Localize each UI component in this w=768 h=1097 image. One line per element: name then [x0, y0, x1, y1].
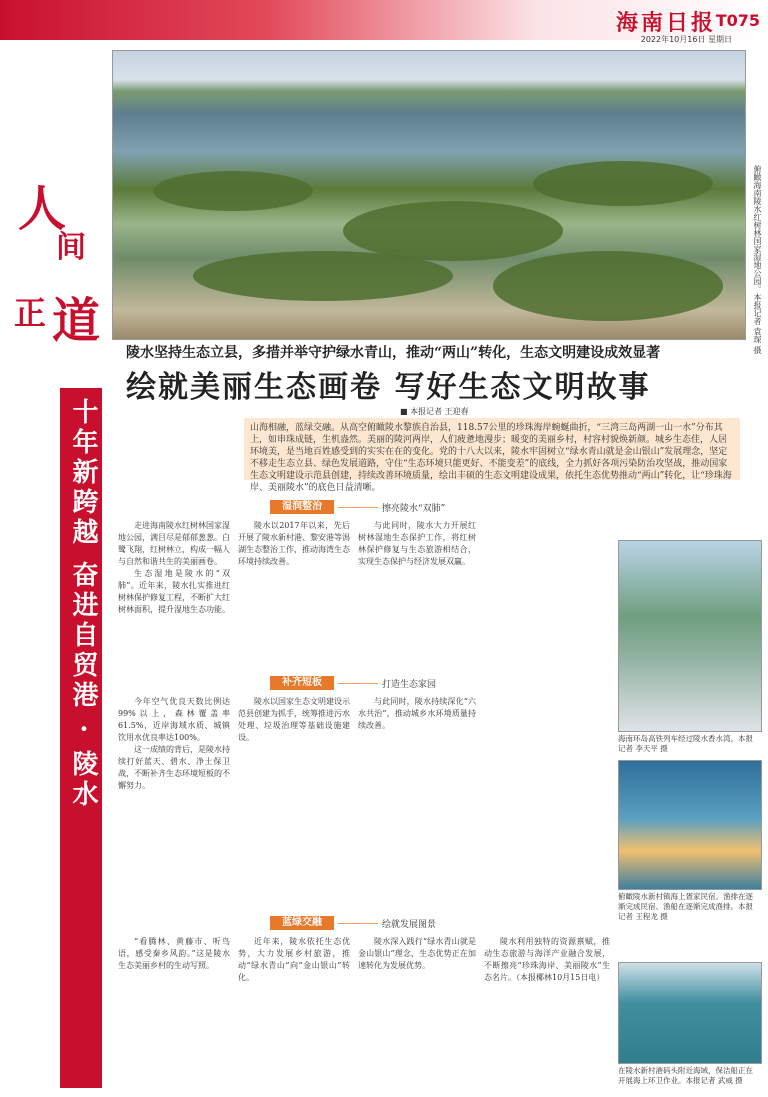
paragraph: 生态湿地是陵水的“双肺”。近年来，陵水扎实推进红树林保护修复工程，不断扩大红树林面积，提升湿地生态功能。: [118, 569, 230, 614]
photo-caption: 俯瞰陵水新村镇海上疍家民宿。渔排在逐渐完成民宿、渔船在逐渐完成渔排。本报记者 王程龙 摄: [618, 892, 753, 921]
paragraph: 陵水利用独特的资源禀赋，推动生态旅游与海洋产业融合发展，不断擦亮“珍珠海岸、美丽陵水”生态名片。（本报椰林10月15日电）: [484, 937, 610, 982]
section-body-column: [118, 520, 230, 670]
section-label: 湿润整治: [270, 500, 334, 514]
section-body-column: [358, 696, 476, 906]
paragraph: 与此同时，陵水持续深化“六水共治”，推动城乡水环境质量持续改善。: [358, 697, 476, 730]
article-byline: ■ 本报记者 王迎春: [400, 407, 469, 416]
section-subtitle: 擦亮陵水“双肺”: [382, 504, 446, 514]
section-body-column: [118, 936, 230, 1086]
article-headline: 绘就美丽生态画卷 写好生态文明故事: [126, 370, 651, 405]
section-subtitle: 打造生态家园: [382, 680, 437, 690]
photo-caption: 海南环岛高铁列车经过陵水香水湾。本报记者 李天平 摄: [618, 734, 753, 753]
section-body-column: [238, 520, 350, 670]
column-title-char: 人: [18, 181, 67, 237]
photo-caption: 在陵水新村港码头附近海域，保洁船正在开展海上环卫作业。本报记者 武威 摄: [618, 1066, 753, 1085]
section-body-column: [238, 936, 350, 1086]
section-label: 蓝绿交融: [270, 916, 334, 930]
paragraph: 今年空气优良天数比例达99%以上，森林覆盖率61.5%，近岸海域水质、城镇饮用水优良率达100%。: [118, 697, 230, 742]
section-label: 补齐短板: [270, 676, 334, 690]
paragraph: 这一成绩的背后，是陵水持续打好蓝天、碧水、净土保卫战，不断补齐生态环境短板的不懈努力。: [118, 745, 230, 790]
series-title: 十年新跨越 奋进自贸港 · 陵水: [68, 398, 98, 811]
section-body-column: [484, 936, 610, 1086]
column-title-char: 道: [52, 293, 101, 349]
section-rule: [338, 683, 378, 684]
paragraph: 走进海南陵水红树林国家湿地公园，满目尽是郁郁葱葱。白鹭飞翔，红树林立，构成一幅人与自然和谐共生的美丽画卷。: [118, 521, 230, 566]
section-body-column: [238, 696, 350, 906]
paragraph: 近年来，陵水依托生态优势，大力发展乡村旅游，推动“绿水青山”向“金山银山”转化。: [238, 937, 350, 982]
section-rule: [338, 507, 378, 508]
cleaning-boat-photo: [618, 962, 762, 1064]
high-speed-rail-photo: [618, 540, 762, 732]
section-body-column: [358, 520, 476, 670]
column-title-char: 正: [14, 294, 47, 332]
paper-name: 海南日报: [615, 10, 716, 36]
paragraph: 陵水以国家生态文明建设示范县创建为抓手，统筹推进污水处理、垃圾治理等基础设施建设。: [238, 697, 350, 742]
photo-caption: 俯瞰海南陵水红树林国家湿地公园。本报记者 袁琛 摄: [753, 165, 762, 355]
section-rule: [338, 923, 378, 924]
column-title-char: 间: [56, 230, 86, 265]
paragraph: 与此同时，陵水大力开展红树林湿地生态保护工作，将红树林保护修复与生态旅游相结合，实现生态保护与经济发展双赢。: [358, 521, 476, 566]
issue-date: 2022年10月16日 星期日: [640, 35, 732, 44]
article-subhead: 陵水坚持生态立县，多措并举守护绿水青山，推动“两山”转化，生态文明建设成效显著: [126, 345, 661, 361]
section-body-column: [358, 936, 476, 1086]
page-number: T075: [715, 11, 760, 30]
paragraph: 陵水以2017年以来，先后开展了陵水新村港、黎安港等潟湖生态整治工作，推动海湾生态环境持续改善。: [238, 521, 350, 566]
section-body-column: [118, 696, 230, 906]
paragraph: 陵水深入践行“绿水青山就是金山银山”理念，生态优势正在加速转化为发展优势。: [358, 937, 476, 970]
article-lead: 山海相融，蓝绿交融。从高空俯瞰陵水黎族自治县，118.57公里的珍珠海岸蜿蜒曲折，“三湾三岛两湖一山一水”分布其上，如串珠成链，生机盎然。美丽的陵河两岸，人们疲惫地漫步；暖变的美丽乡村，村容村貌焕新颜。城乡生态佳，人居环境美，是当地百姓感受到的实实在在的变化。党的十八大以来，陵水牢固树立“绿水青山就是金山银山”发展理念，坚定不移走生态立县、绿色发展道路，守住“生态环境只能更好、不能变差”的底线，全力抓好各项污染防治攻坚战，推动国家生态文明建设示范县创建，持续改善环境质量，绘出丰硕的生态文明建设成果，依托生态优势推动“两山”转化，让“珍珠海岸、美丽陵水”的底色日益清晰。: [244, 418, 740, 480]
fishing-raft-homestay-photo: [618, 760, 762, 890]
paragraph: “看腾林、黄藤市、听鸟语，感受秦乡风韵。”这是陵水生态美丽乡村的生动写照。: [118, 937, 230, 970]
mangrove-aerial-photo: [112, 50, 746, 340]
section-subtitle: 绘就发展图景: [382, 920, 437, 930]
column-title: [8, 170, 108, 350]
